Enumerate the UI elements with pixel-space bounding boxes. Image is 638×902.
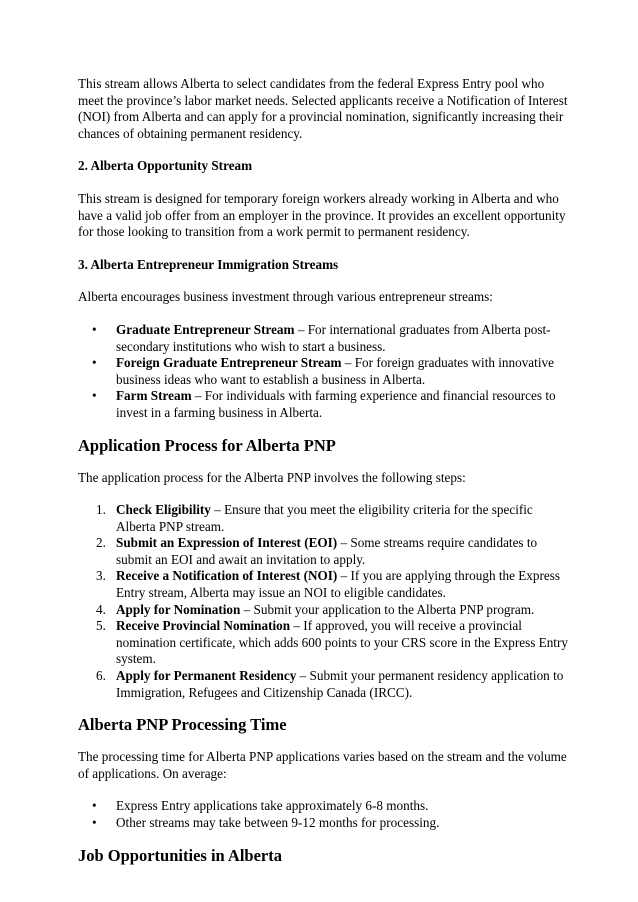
step-number: 2. xyxy=(96,535,106,551)
intro-paragraph: This stream allows Alberta to select candidates from the federal Express Entry pool who meet the province’s labor market needs. Selected applicants receive a Notification of Interest (NOI) from Alberta and can apply for a provincial nomination, significantly increasing their chances of obtaining permanent residency. xyxy=(78,76,568,141)
list-item xyxy=(116,355,568,388)
job-opportunities-heading: Job Opportunities in Alberta xyxy=(78,845,282,865)
list-item xyxy=(96,568,568,601)
list-item xyxy=(96,668,568,701)
list-item xyxy=(116,322,568,355)
application-process-heading: Application Process for Alberta PNP xyxy=(78,435,336,455)
list-item-desc: – For foreign graduates with innovative business ideas who want to establish a business in Alberta. xyxy=(116,355,554,387)
step-desc: – If approved, you will receive a provincial nomination certificate, which adds 600 points to your CRS score in the Express Entry system. xyxy=(116,618,568,667)
step-title: Receive a Notification of Interest (NOI) xyxy=(116,568,338,584)
list-item xyxy=(96,502,568,535)
list-item-title: Farm Stream xyxy=(116,388,192,404)
list-item: • Other streams may take between 9-12 months for processing. xyxy=(116,815,568,832)
step-number: 6. xyxy=(96,668,106,684)
list-item xyxy=(96,618,568,668)
list-item xyxy=(96,535,568,568)
entrepreneur-streams-heading: 3. Alberta Entrepreneur Immigration Streams xyxy=(78,256,339,272)
list-item-desc: – For international graduates from Alberta post-secondary institutions who wish to start a business. xyxy=(116,321,551,354)
list-item xyxy=(96,601,568,619)
application-process-paragraph: The application process for the Alberta PNP involves the following steps: xyxy=(78,469,466,485)
opportunity-stream-paragraph: This stream is designed for temporary foreign workers already working in Alberta and who have a valid job offer from an employer in the province. It provides an excellent opportunity for those looking to transition from a work permit to permanent residency. xyxy=(78,190,566,240)
list-item-title: Graduate Entrepreneur Stream xyxy=(116,321,295,337)
step-number: 3. xyxy=(96,568,106,584)
step-desc: – Submit your permanent residency application to Immigration, Refugees and Citizenship Canada (IRCC). xyxy=(116,668,564,700)
step-desc: – Some streams require candidates to submit an EOI and await an invitation to apply. xyxy=(116,535,538,567)
processing-time-heading: Alberta PNP Processing Time xyxy=(78,715,287,735)
step-title: Receive Provincial Nomination xyxy=(116,618,291,634)
step-title: Check Eligibility xyxy=(116,502,211,518)
step-desc: – Ensure that you meet the eligibility criteria for the specific Alberta PNP stream. xyxy=(116,502,533,534)
step-title: Submit an Expression of Interest (EOI) xyxy=(116,535,338,551)
application-steps-list xyxy=(78,502,568,701)
processing-time-paragraph: The processing time for Alberta PNP applications varies based on the stream and the volume of applications. On average: xyxy=(78,749,567,781)
opportunity-stream-heading: 2. Alberta Opportunity Stream xyxy=(78,158,253,174)
step-number: 5. xyxy=(96,618,106,634)
step-number: 4. xyxy=(96,601,106,617)
entrepreneur-stream-list xyxy=(78,322,568,422)
step-desc: – If you are applying through the Express Entry stream, Alberta may issue an NOI to eligible candidates. xyxy=(116,568,560,601)
step-desc: – Submit your application to the Alberta PNP program. xyxy=(240,601,535,617)
step-number: 1. xyxy=(96,502,106,518)
list-item xyxy=(116,388,568,421)
document-page xyxy=(78,76,568,880)
entrepreneur-streams-paragraph: Alberta encourages business investment through various entrepreneur streams: xyxy=(78,289,493,305)
step-title: Apply for Nomination xyxy=(116,601,241,617)
step-title: Apply for Permanent Residency xyxy=(116,668,297,684)
processing-time-list xyxy=(78,798,568,831)
list-item-desc: – For individuals with farming experience and financial resources to invest in a farming business in Alberta. xyxy=(116,388,556,420)
list-item-title: Foreign Graduate Entrepreneur Stream xyxy=(116,355,342,371)
list-item: • Express Entry applications take approximately 6-8 months. xyxy=(116,798,568,815)
